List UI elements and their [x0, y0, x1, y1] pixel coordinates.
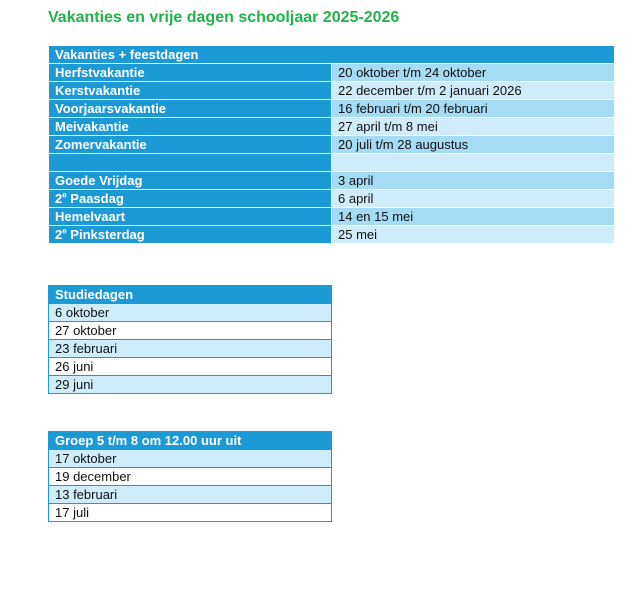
table-header-row — [49, 46, 615, 64]
table-row — [49, 376, 332, 394]
table-row — [49, 226, 615, 244]
holiday-dates-cell: 6 april — [332, 190, 615, 208]
holiday-name-cell: Kerstvakantie — [49, 82, 332, 100]
noon-dismissal-date-cell: 13 februari — [49, 486, 332, 504]
page-title: Vakanties en vrije dagen schooljaar 2025-2026 — [48, 9, 400, 26]
table-row — [49, 136, 615, 154]
table-row — [49, 468, 332, 486]
table-row — [49, 304, 332, 322]
table-row — [49, 208, 615, 226]
studiedag-cell: 27 oktober — [49, 322, 332, 340]
table-row — [49, 504, 332, 522]
holiday-dates-cell: 14 en 15 mei — [332, 208, 615, 226]
holiday-name-cell: 2e Paasdag — [49, 190, 332, 208]
holiday-name-cell — [49, 154, 332, 172]
table-row — [49, 154, 615, 172]
holiday-name-cell: Hemelvaart — [49, 208, 332, 226]
table-row — [49, 340, 332, 358]
table-row — [49, 64, 615, 82]
noon-dismissal-table — [48, 431, 332, 522]
table-row — [49, 450, 332, 468]
noon-dismissal-date-cell: 19 december — [49, 468, 332, 486]
table-row — [49, 322, 332, 340]
holiday-dates-cell: 22 december t/m 2 januari 2026 — [332, 82, 615, 100]
table-row — [49, 190, 615, 208]
studiedag-cell: 6 oktober — [49, 304, 332, 322]
holidays-table — [48, 45, 615, 244]
studiedag-cell: 29 juni — [49, 376, 332, 394]
noon-dismissal-date-cell: 17 oktober — [49, 450, 332, 468]
holiday-name-cell: Herfstvakantie — [49, 64, 332, 82]
holidays-header: Vakanties + feestdagen — [49, 46, 615, 64]
holiday-dates-cell: 25 mei — [332, 226, 615, 244]
studiedagen-header: Studiedagen — [49, 286, 332, 304]
table-header-row — [49, 432, 332, 450]
holiday-name-cell: Voorjaarsvakantie — [49, 100, 332, 118]
table-row — [49, 172, 615, 190]
holiday-name-cell: Goede Vrijdag — [49, 172, 332, 190]
noon-dismissal-header: Groep 5 t/m 8 om 12.00 uur uit — [49, 432, 332, 450]
holiday-name-cell: Meivakantie — [49, 118, 332, 136]
noon-dismissal-date-cell: 17 juli — [49, 504, 332, 522]
holiday-dates-cell: 27 april t/m 8 mei — [332, 118, 615, 136]
table-row — [49, 358, 332, 376]
studiedagen-table — [48, 285, 332, 394]
table-row — [49, 486, 332, 504]
studiedag-cell: 26 juni — [49, 358, 332, 376]
table-header-row — [49, 286, 332, 304]
holiday-dates-cell: 3 april — [332, 172, 615, 190]
studiedag-cell: 23 februari — [49, 340, 332, 358]
holiday-name-cell: Zomervakantie — [49, 136, 332, 154]
holiday-dates-cell: 16 februari t/m 20 februari — [332, 100, 615, 118]
table-row — [49, 118, 615, 136]
table-row — [49, 100, 615, 118]
holiday-dates-cell — [332, 154, 615, 172]
holiday-dates-cell: 20 oktober t/m 24 oktober — [332, 64, 615, 82]
table-row — [49, 82, 615, 100]
holiday-name-cell: 2e Pinksterdag — [49, 226, 332, 244]
holiday-dates-cell: 20 juli t/m 28 augustus — [332, 136, 615, 154]
